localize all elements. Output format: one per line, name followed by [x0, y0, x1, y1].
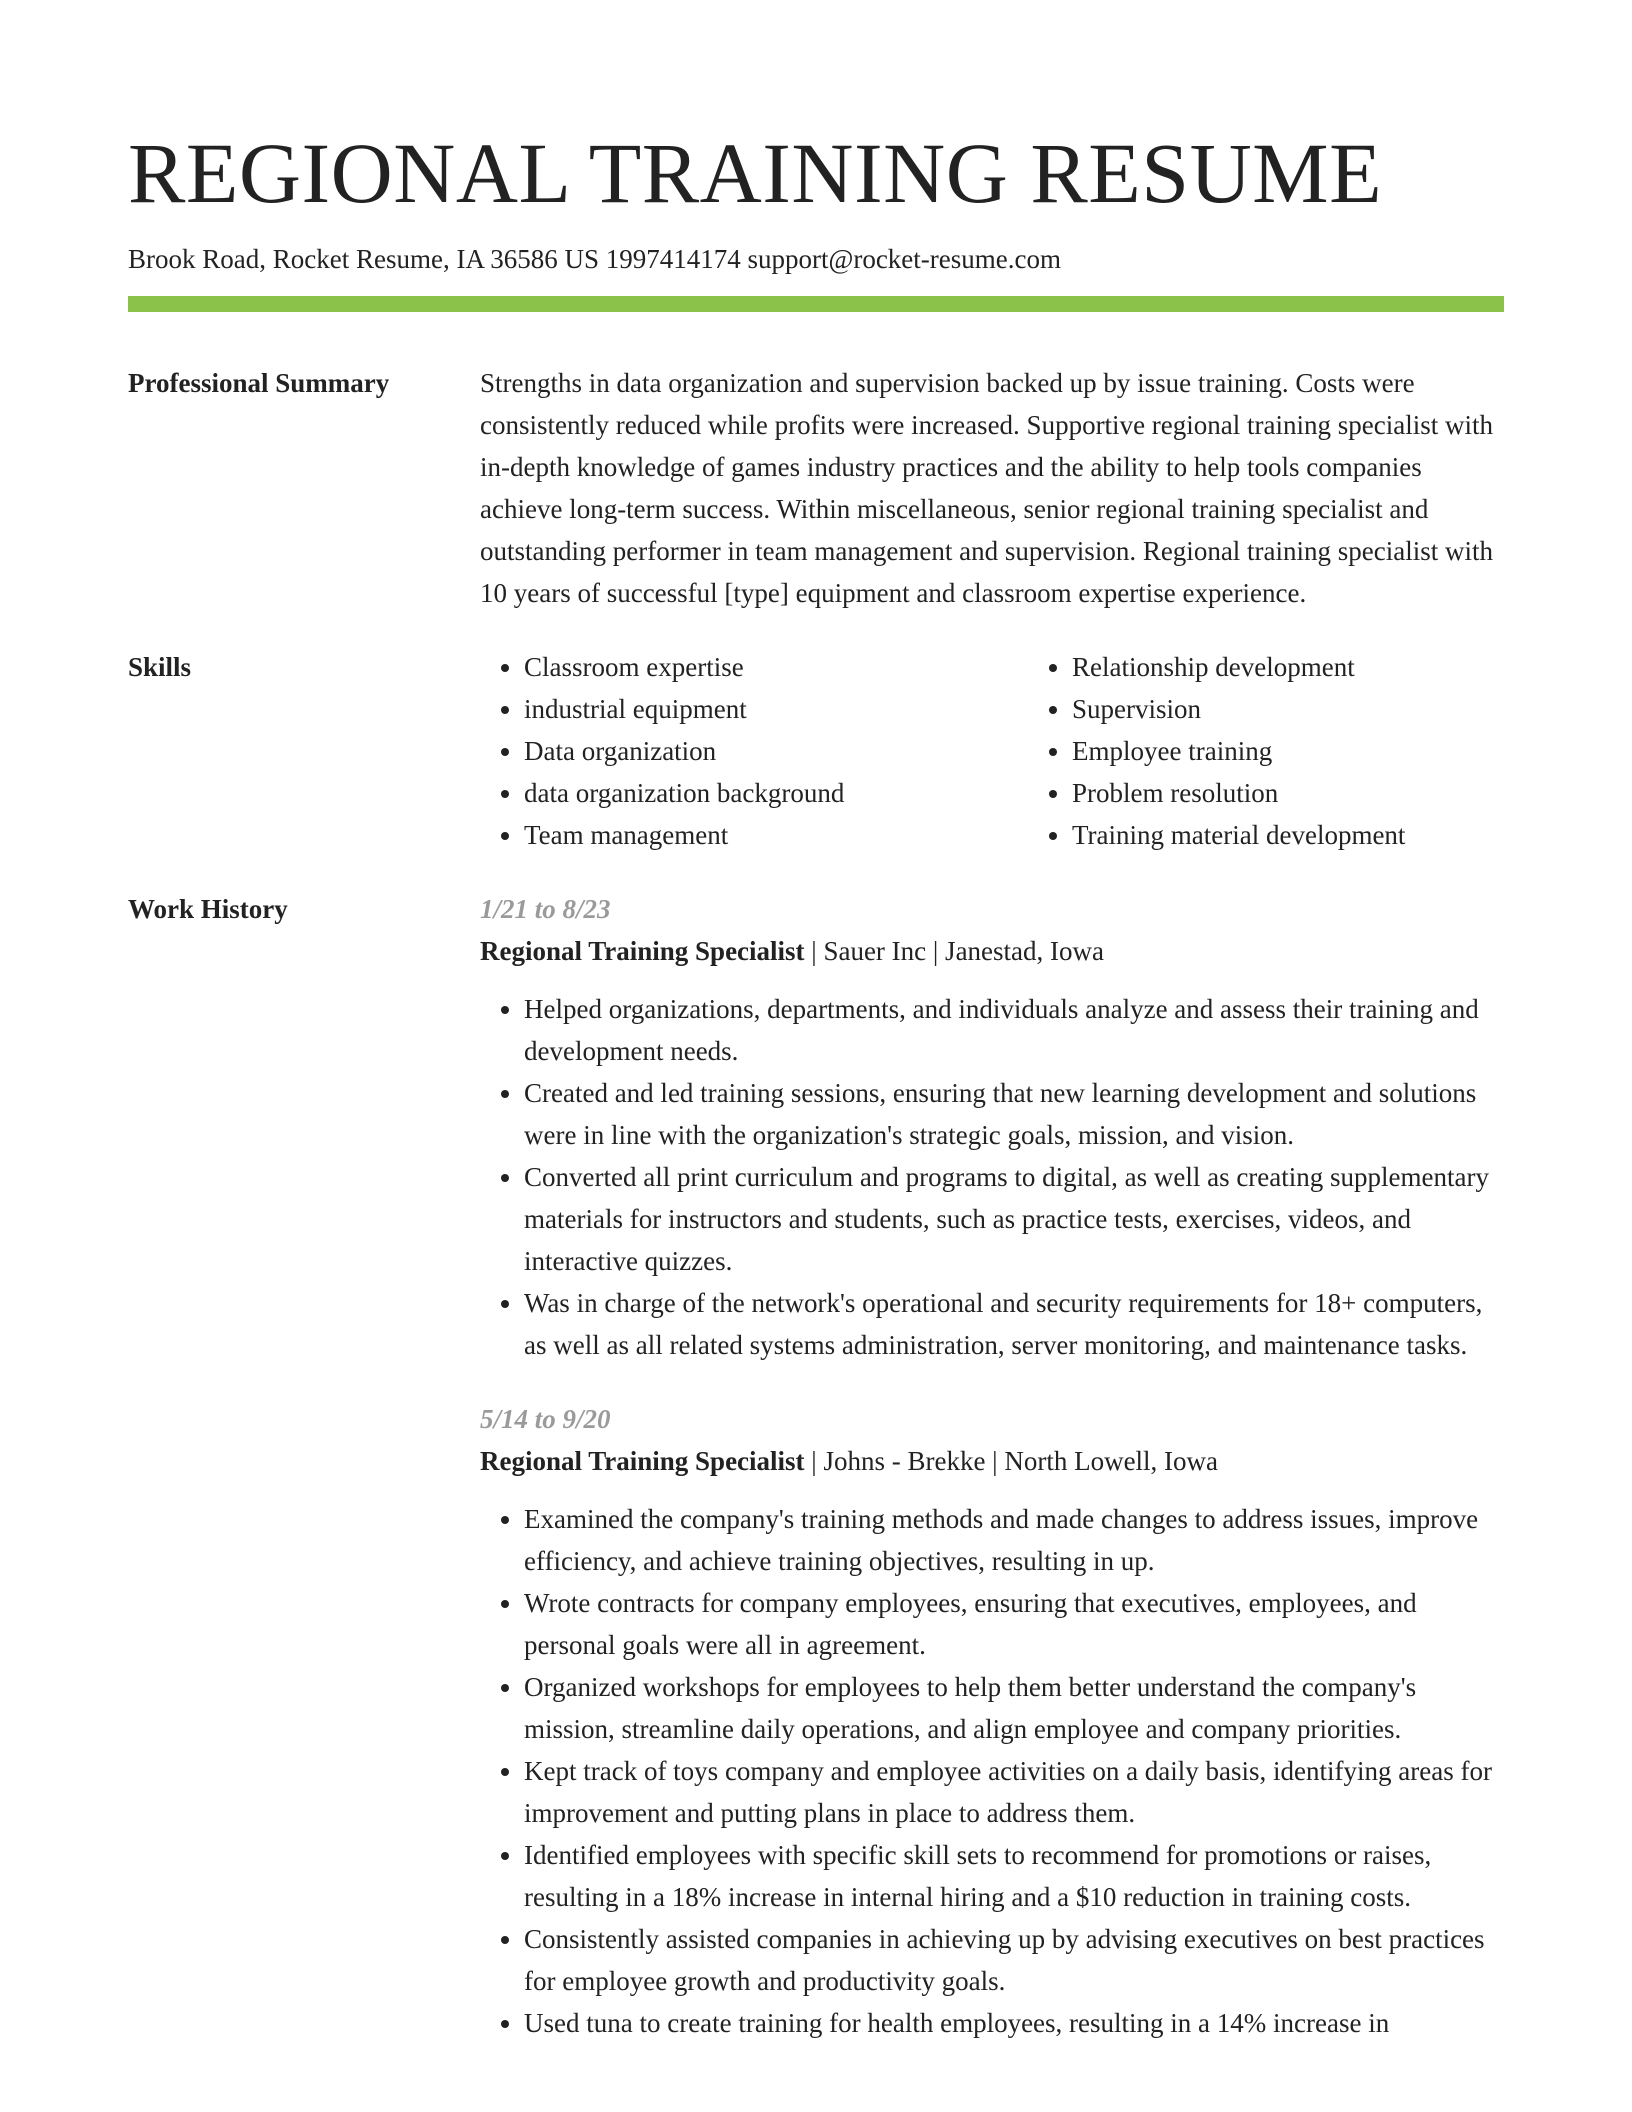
contact-info: Brook Road, Rocket Resume, IA 36586 US 1997414174 support@rocket-resume.com — [128, 244, 1061, 274]
skills-column-left — [480, 646, 1028, 856]
skill-item: • data organization background — [524, 772, 1028, 814]
skill-item: • Supervision — [1072, 688, 1576, 730]
job-dates: 1/21 to 8/23 — [480, 894, 611, 924]
job-bullet: • Helped organizations, departments, and individuals analyze and assess their training and development needs. — [524, 988, 1504, 1072]
job-bullet: • Used tuna to create training for health employees, resulting in a 14% increase in — [524, 2002, 1504, 2044]
job-bullet: • Wrote contracts for company employees, ensuring that executives, employees, and personal goals were all in agreement. — [524, 1582, 1504, 1666]
job-company-location: | Johns - Brekke | North Lowell, Iowa — [804, 1446, 1219, 1476]
job-entry — [480, 1398, 1504, 2044]
skill-item: • Data organization — [524, 730, 1028, 772]
job-heading — [480, 1440, 1504, 1482]
job-bullet: • Identified employees with specific skill sets to recommend for promotions or raises, resulting in a 18% increase in internal hiring and a $10 reduction in training costs. — [524, 1834, 1504, 1918]
job-bullets — [480, 988, 1504, 1366]
job-bullet: • Converted all print curriculum and programs to digital, as well as creating supplementary materials for instructors and students, such as practice tests, exercises, videos, and interactive quizzes. — [524, 1156, 1504, 1282]
section-label-professional-summary: Professional Summary — [128, 368, 390, 398]
header-divider — [128, 296, 1504, 312]
job-bullet: • Kept track of toys company and employee activities on a daily basis, identifying areas for improvement and putting plans in place to address them. — [524, 1750, 1504, 1834]
skill-item: • Team management — [524, 814, 1028, 856]
skill-item: • Employee training — [1072, 730, 1576, 772]
skills-list — [480, 646, 1576, 856]
job-dates: 5/14 to 9/20 — [480, 1404, 611, 1434]
work-history-body — [480, 888, 1504, 2044]
skills-section — [128, 646, 1504, 856]
job-bullet: • Was in charge of the network's operational and security requirements for 18+ computers, as well as all related systems administration, server monitoring, and maintenance tasks. — [524, 1282, 1504, 1366]
summary-body — [480, 362, 1504, 614]
job-title: Regional Training Specialist — [480, 1446, 805, 1476]
resume-page — [128, 0, 1504, 2044]
skills-column-right — [1028, 646, 1576, 856]
job-bullets — [480, 1498, 1504, 2044]
job-bullet: • Examined the company's training methods and made changes to address issues, improve efficiency, and achieve training objectives, resulting in up. — [524, 1498, 1504, 1582]
job-entry — [480, 888, 1504, 1366]
resume-title: REGIONAL TRAINING RESUME — [128, 125, 1383, 221]
work-history-section — [128, 888, 1504, 2044]
section-label-work-history: Work History — [128, 894, 288, 924]
skill-item: • Training material development — [1072, 814, 1576, 856]
job-heading — [480, 930, 1504, 972]
skill-item: • industrial equipment — [524, 688, 1028, 730]
summary-text: Strengths in data organization and supervision backed up by issue training. Costs were consistently reduced while profits were increased. Supportive regional training specialist with in-depth knowledge of games industry practices and the ability to help tools companies achieve long-term success. Within miscellaneous, senior regional training specialist and outstanding performer in team management and supervision. Regional training specialist with 10 years of successful [type] equipment and classroom expertise experience. — [480, 368, 1494, 608]
job-bullet: • Organized workshops for employees to help them better understand the company's mission, streamline daily operations, and align employee and company priorities. — [524, 1666, 1504, 1750]
section-label-skills: Skills — [128, 652, 192, 682]
skill-item: • Relationship development — [1072, 646, 1576, 688]
job-title: Regional Training Specialist — [480, 936, 805, 966]
professional-summary-section — [128, 362, 1504, 614]
job-bullet: • Consistently assisted companies in achieving up by advising executives on best practices for employee growth and productivity goals. — [524, 1918, 1504, 2002]
skill-item: • Classroom expertise — [524, 646, 1028, 688]
job-bullet: • Created and led training sessions, ensuring that new learning development and solutions were in line with the organization's strategic goals, mission, and vision. — [524, 1072, 1504, 1156]
skill-item: • Problem resolution — [1072, 772, 1576, 814]
job-company-location: | Sauer Inc | Janestad, Iowa — [804, 936, 1104, 966]
